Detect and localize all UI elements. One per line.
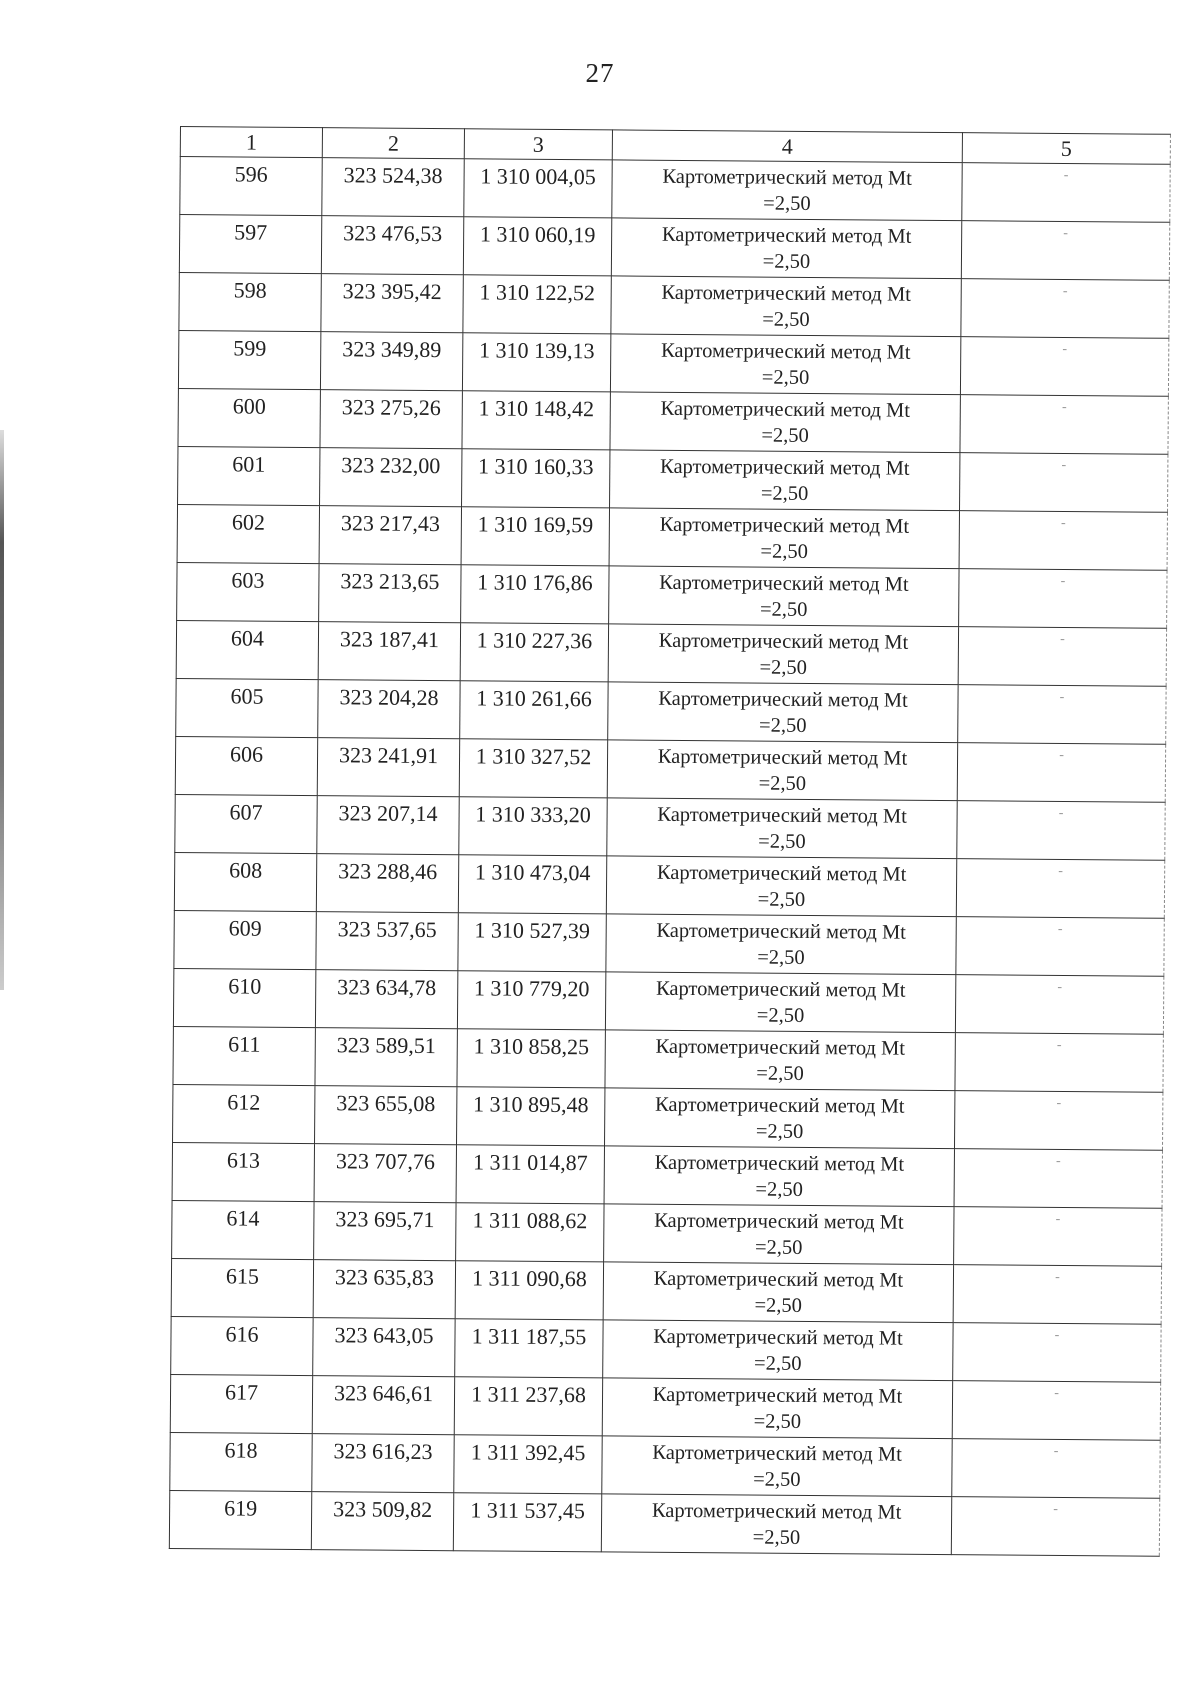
method-line-2: =2,50 — [763, 192, 811, 215]
method-line-2: =2,50 — [755, 1178, 803, 1201]
table-row — [171, 1258, 1161, 1324]
y-coordinate-cell: 1 310 473,04 — [458, 855, 606, 914]
x-coordinate-cell: 323 232,00 — [320, 448, 462, 507]
point-number-cell: 612 — [173, 1084, 315, 1143]
method-line-2: =2,50 — [757, 946, 805, 969]
y-coordinate-cell: 1 311 187,55 — [455, 1319, 603, 1378]
note-cell: - — [960, 337, 1168, 397]
method-cell — [607, 798, 957, 859]
note-cell: - — [961, 221, 1169, 281]
note-cell: - — [960, 395, 1168, 455]
note-cell: - — [957, 743, 1165, 803]
column-header-2: 2 — [322, 128, 464, 159]
method-line-2: =2,50 — [762, 308, 810, 331]
method-cell — [605, 1030, 955, 1091]
method-line-1: Картометрический метод Mt — [656, 861, 907, 886]
method-line-2: =2,50 — [753, 1410, 802, 1433]
x-coordinate-cell: 323 213,65 — [319, 564, 461, 623]
method-line-2: =2,50 — [762, 250, 811, 273]
x-coordinate-cell: 323 524,38 — [322, 158, 464, 217]
method-line-2: =2,50 — [753, 1352, 802, 1375]
y-coordinate-cell: 1 311 537,45 — [453, 1493, 601, 1552]
x-coordinate-cell: 323 643,05 — [313, 1318, 455, 1377]
method-line-2: =2,50 — [759, 656, 808, 679]
table-row — [170, 1374, 1160, 1440]
method-line-2: =2,50 — [757, 888, 806, 911]
point-number-cell: 603 — [177, 562, 319, 621]
note-cell: - — [957, 801, 1165, 861]
method-cell — [606, 856, 956, 917]
x-coordinate-cell: 323 616,23 — [312, 1434, 454, 1493]
method-line-2: =2,50 — [761, 424, 809, 447]
y-coordinate-cell: 1 310 176,86 — [461, 565, 609, 624]
point-number-cell: 617 — [170, 1374, 312, 1433]
point-number-cell: 608 — [174, 852, 316, 911]
method-line-1: Картометрический метод Mt — [661, 223, 912, 248]
table-row — [172, 1200, 1162, 1266]
method-cell — [611, 276, 961, 337]
note-cell: - — [955, 1033, 1163, 1093]
method-line-1: Картометрический метод Mt — [656, 919, 907, 944]
x-coordinate-cell: 323 646,61 — [312, 1376, 454, 1435]
method-line-1: Картометрический метод Mt — [654, 1209, 904, 1234]
method-cell — [601, 1494, 951, 1555]
x-coordinate-cell: 323 537,65 — [316, 912, 458, 971]
x-coordinate-cell: 323 655,08 — [315, 1086, 457, 1145]
page-number: 27 — [585, 58, 615, 88]
x-coordinate-cell: 323 207,14 — [317, 796, 459, 855]
table-row — [171, 1316, 1161, 1382]
method-line-1: Картометрический метод Mt — [660, 455, 910, 480]
y-coordinate-cell: 1 310 333,20 — [459, 797, 607, 856]
point-number-cell: 614 — [172, 1200, 314, 1259]
method-cell — [609, 566, 959, 627]
method-line-1: Картометрический метод Mt — [655, 1035, 906, 1060]
table-row — [179, 272, 1169, 338]
method-cell — [610, 392, 960, 453]
note-cell: - — [951, 1497, 1159, 1557]
x-coordinate-cell: 323 635,83 — [313, 1260, 455, 1319]
point-number-cell: 619 — [169, 1490, 311, 1549]
point-number-cell: 601 — [178, 446, 320, 505]
point-number-cell: 598 — [179, 272, 321, 331]
table-row — [175, 736, 1165, 802]
table-row — [173, 968, 1163, 1034]
column-header-4: 4 — [612, 130, 962, 163]
point-number-cell: 599 — [178, 330, 320, 389]
coordinates-table-container — [169, 126, 1170, 1557]
method-cell — [612, 160, 962, 221]
table-row — [174, 910, 1164, 976]
note-cell: - — [960, 453, 1168, 513]
point-number-cell: 605 — [176, 678, 318, 737]
point-number-cell: 616 — [171, 1316, 313, 1375]
y-coordinate-cell: 1 310 169,59 — [461, 507, 609, 566]
note-cell: - — [954, 1091, 1162, 1151]
note-cell: - — [958, 627, 1166, 687]
point-number-cell: 596 — [180, 157, 322, 216]
method-line-1: Картометрический метод Mt — [662, 165, 912, 190]
y-coordinate-cell: 1 310 004,05 — [464, 159, 612, 218]
method-line-2: =2,50 — [758, 772, 807, 795]
method-line-1: Картометрический метод Mt — [653, 1325, 903, 1350]
method-line-1: Картометрический метод Mt — [654, 1151, 905, 1176]
y-coordinate-cell: 1 311 090,68 — [455, 1261, 603, 1320]
y-coordinate-cell: 1 310 060,19 — [463, 217, 611, 276]
method-line-2: =2,50 — [760, 540, 808, 563]
method-line-1: Картометрический метод Mt — [661, 281, 912, 306]
x-coordinate-cell: 323 509,82 — [311, 1492, 453, 1551]
method-cell — [609, 508, 959, 569]
x-coordinate-cell: 323 217,43 — [319, 506, 461, 565]
method-cell — [610, 450, 960, 511]
y-coordinate-cell: 1 310 261,66 — [460, 681, 608, 740]
y-coordinate-cell: 1 310 148,42 — [462, 391, 610, 450]
y-coordinate-cell: 1 310 327,52 — [459, 739, 607, 798]
method-line-1: Картометрический метод Mt — [651, 1499, 902, 1524]
method-line-1: Картометрический метод Mt — [659, 513, 910, 538]
column-header-5: 5 — [962, 133, 1170, 165]
note-cell: - — [962, 163, 1170, 223]
method-line-1: Картометрический метод Mt — [652, 1383, 903, 1408]
method-line-1: Картометрический метод Mt — [654, 1093, 905, 1118]
coordinates-table — [169, 126, 1171, 1557]
table-row — [178, 330, 1168, 396]
method-cell — [607, 740, 957, 801]
method-line-2: =2,50 — [755, 1120, 804, 1143]
method-cell — [603, 1262, 953, 1323]
x-coordinate-cell: 323 589,51 — [315, 1028, 457, 1087]
method-cell — [611, 218, 961, 279]
table-row — [178, 388, 1168, 454]
method-line-1: Картометрический метод Mt — [659, 571, 909, 596]
point-number-cell: 611 — [173, 1026, 315, 1085]
note-cell: - — [959, 511, 1167, 571]
method-line-2: =2,50 — [754, 1236, 803, 1259]
method-cell — [605, 1088, 955, 1149]
note-cell: - — [958, 685, 1166, 745]
point-number-cell: 597 — [179, 215, 321, 274]
note-cell: - — [959, 569, 1167, 629]
method-line-2: =2,50 — [754, 1294, 803, 1317]
method-cell — [604, 1146, 954, 1207]
method-line-2: =2,50 — [759, 598, 808, 621]
y-coordinate-cell: 1 310 139,13 — [462, 333, 610, 392]
y-coordinate-cell: 1 311 237,68 — [454, 1377, 602, 1436]
method-line-2: =2,50 — [759, 714, 807, 737]
table-row — [174, 852, 1164, 918]
note-cell: - — [953, 1323, 1161, 1383]
note-cell: - — [954, 1149, 1162, 1209]
point-number-cell: 600 — [178, 388, 320, 447]
table-row — [176, 678, 1166, 744]
table-row — [172, 1142, 1162, 1208]
method-line-2: =2,50 — [758, 830, 806, 853]
x-coordinate-cell: 323 707,76 — [314, 1144, 456, 1203]
method-cell — [610, 334, 960, 395]
y-coordinate-cell: 1 310 895,48 — [457, 1087, 605, 1146]
point-number-cell: 618 — [170, 1432, 312, 1491]
note-cell: - — [952, 1381, 1160, 1441]
method-line-2: =2,50 — [760, 482, 809, 505]
method-cell — [603, 1320, 953, 1381]
x-coordinate-cell: 323 187,41 — [318, 622, 460, 681]
x-coordinate-cell: 323 288,46 — [316, 854, 458, 913]
x-coordinate-cell: 323 634,78 — [315, 970, 457, 1029]
note-cell: - — [961, 279, 1169, 339]
y-coordinate-cell: 1 310 779,20 — [457, 971, 605, 1030]
table-row — [173, 1026, 1163, 1092]
note-cell: - — [956, 859, 1164, 919]
method-line-2: =2,50 — [756, 1062, 804, 1085]
y-coordinate-cell: 1 310 527,39 — [458, 913, 606, 972]
column-header-3: 3 — [464, 129, 612, 160]
table-row — [177, 562, 1167, 628]
method-line-1: Картометрический метод Mt — [658, 629, 909, 654]
x-coordinate-cell: 323 476,53 — [321, 216, 463, 275]
method-line-2: =2,50 — [753, 1468, 801, 1491]
point-number-cell: 609 — [174, 910, 316, 969]
point-number-cell: 615 — [171, 1258, 313, 1317]
point-number-cell: 607 — [175, 794, 317, 853]
x-coordinate-cell: 323 395,42 — [321, 274, 463, 333]
y-coordinate-cell: 1 311 014,87 — [456, 1145, 604, 1204]
method-cell — [605, 972, 955, 1033]
table-row — [179, 215, 1169, 281]
x-coordinate-cell: 323 275,26 — [320, 390, 462, 449]
method-line-1: Картометрический метод Mt — [658, 687, 908, 712]
table-row — [177, 504, 1167, 570]
y-coordinate-cell: 1 311 088,62 — [456, 1203, 604, 1262]
method-cell — [608, 624, 958, 685]
method-line-1: Картометрический метод Mt — [652, 1441, 902, 1466]
method-cell — [604, 1204, 954, 1265]
table-row — [180, 157, 1170, 223]
note-cell: - — [954, 1207, 1162, 1267]
method-line-2: =2,50 — [756, 1004, 805, 1027]
table-row — [169, 1490, 1159, 1556]
point-number-cell: 604 — [176, 620, 318, 679]
method-line-2: =2,50 — [761, 366, 810, 389]
x-coordinate-cell: 323 349,89 — [320, 332, 462, 391]
y-coordinate-cell: 1 310 858,25 — [457, 1029, 605, 1088]
x-coordinate-cell: 323 695,71 — [314, 1202, 456, 1261]
point-number-cell: 606 — [175, 736, 317, 795]
table-row — [175, 794, 1165, 860]
note-cell: - — [953, 1265, 1161, 1325]
method-line-1: Картометрический метод Mt — [660, 397, 911, 422]
y-coordinate-cell: 1 310 227,36 — [460, 623, 608, 682]
x-coordinate-cell: 323 241,91 — [317, 738, 459, 797]
point-number-cell: 613 — [172, 1142, 314, 1201]
column-header-1: 1 — [180, 127, 322, 158]
method-cell — [602, 1436, 952, 1497]
y-coordinate-cell: 1 310 122,52 — [463, 275, 611, 334]
method-line-1: Картометрический метод Mt — [657, 803, 907, 828]
method-cell — [602, 1378, 952, 1439]
method-line-1: Картометрический метод Mt — [660, 339, 911, 364]
point-number-cell: 602 — [177, 504, 319, 563]
scan-edge-shadow — [0, 430, 4, 990]
method-cell — [608, 682, 958, 743]
method-line-1: Картометрический метод Mt — [657, 745, 908, 770]
table-row — [176, 620, 1166, 686]
table-row — [173, 1084, 1163, 1150]
table-body — [169, 157, 1170, 1557]
method-cell — [606, 914, 956, 975]
method-line-2: =2,50 — [752, 1526, 801, 1549]
note-cell: - — [956, 917, 1164, 977]
y-coordinate-cell: 1 311 392,45 — [454, 1435, 602, 1494]
note-cell: - — [952, 1439, 1160, 1499]
note-cell: - — [955, 975, 1163, 1035]
point-number-cell: 610 — [173, 968, 315, 1027]
method-line-1: Картометрический метод Mt — [653, 1267, 904, 1292]
method-line-1: Картометрический метод Mt — [655, 977, 906, 1002]
table-row — [170, 1432, 1160, 1498]
x-coordinate-cell: 323 204,28 — [318, 680, 460, 739]
table-row — [178, 446, 1168, 512]
y-coordinate-cell: 1 310 160,33 — [462, 449, 610, 508]
